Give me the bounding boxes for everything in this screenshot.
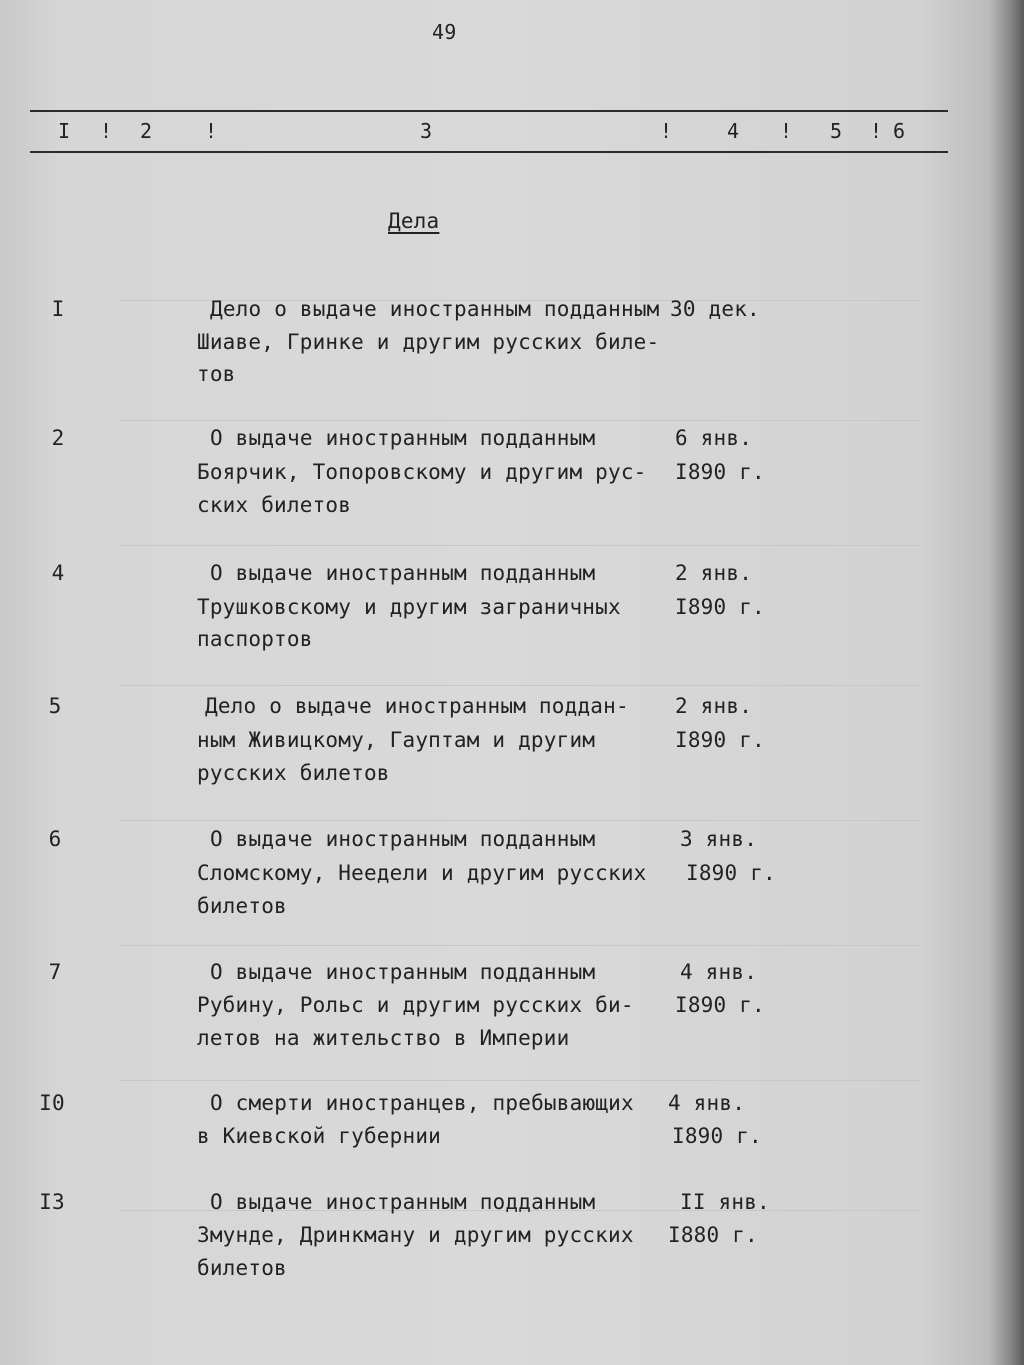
bleed-line [120, 420, 920, 421]
bleed-line [120, 1080, 920, 1081]
column-separator: ! [870, 119, 883, 143]
page-number: 49 [432, 20, 457, 44]
entry-line: Шиаве, Гринке и другим русских биле- [197, 330, 660, 354]
entry-date: 4 янв. [680, 960, 758, 984]
entry-line: О выдаче иностранным подданным [210, 426, 596, 450]
page-edge-shadow [988, 0, 1024, 1365]
column-header-3: 3 [420, 119, 433, 143]
column-header-6: 6 [893, 119, 906, 143]
entry-date: 3 янв. [680, 827, 758, 851]
entry-year: I890 г. [675, 595, 765, 619]
entry-line: Боярчик, Топоровскому и другим рус- [197, 460, 647, 484]
entry-line: тов [197, 362, 236, 386]
entry-number: 4 [51, 561, 65, 585]
entry-number: I0 [39, 1091, 65, 1115]
entry-year: I890 г. [675, 993, 765, 1017]
entry-year: I890 г. [675, 460, 765, 484]
entry-line: Рубину, Рольс и другим русских би- [197, 993, 634, 1017]
entry-number: 7 [48, 960, 62, 984]
entry-year: I890 г. [672, 1124, 762, 1148]
entry-date: 4 янв. [668, 1091, 746, 1115]
entry-date: 30 дек. [670, 297, 760, 321]
entry-line: Дело о выдаче иностранным поддан- [205, 694, 629, 718]
entry-line: летов на жительство в Империи [197, 1026, 570, 1050]
entry-date: 2 янв. [675, 694, 753, 718]
entry-line: в Киевской губернии [197, 1124, 442, 1148]
entry-line: Змунде, Дринкману и другим русских [197, 1223, 634, 1247]
entry-date: 2 янв. [675, 561, 753, 585]
entry-line: ным Живицкому, Гауптам и другим [197, 728, 596, 752]
entry-line: О смерти иностранцев, пребывающих [210, 1091, 634, 1115]
entry-line: билетов [197, 1256, 287, 1280]
column-separator: ! [780, 119, 793, 143]
column-separator: ! [205, 119, 218, 143]
column-header-2: 2 [140, 119, 153, 143]
header-rule-top [30, 110, 948, 112]
entry-year: I880 г. [668, 1223, 758, 1247]
entry-date: 6 янв. [675, 426, 753, 450]
entry-line: О выдаче иностранным подданным [210, 561, 596, 585]
entry-number: I3 [39, 1190, 65, 1214]
entry-line: русских билетов [197, 761, 390, 785]
entry-number: 6 [48, 827, 62, 851]
entry-line: О выдаче иностранным подданным [210, 960, 596, 984]
column-separator: ! [100, 119, 113, 143]
entry-line: Трушковскому и другим заграничных [197, 595, 621, 619]
entry-line: Дело о выдаче иностранным подданным [210, 297, 660, 321]
entry-line: билетов [197, 894, 287, 918]
entry-line: О выдаче иностранным подданным [210, 1190, 596, 1214]
entry-year: I890 г. [675, 728, 765, 752]
entry-number: 2 [51, 426, 65, 450]
bleed-line [120, 820, 920, 821]
entry-line: паспортов [197, 627, 313, 651]
entry-date: II янв. [680, 1190, 770, 1214]
entry-number: I [51, 297, 65, 321]
column-separator: ! [660, 119, 673, 143]
column-header-5: 5 [830, 119, 843, 143]
bleed-line [120, 545, 920, 546]
entry-year: I890 г. [686, 861, 776, 885]
entry-number: 5 [48, 694, 62, 718]
section-title: Дела [388, 209, 440, 233]
bleed-line [120, 945, 920, 946]
header-rule-bottom [30, 151, 948, 153]
bleed-line [120, 685, 920, 686]
entry-line: ских билетов [197, 493, 352, 517]
column-header-4: 4 [727, 119, 740, 143]
entry-line: Сломскому, Неедели и другим русских [197, 861, 647, 885]
entry-line: О выдаче иностранным подданным [210, 827, 596, 851]
column-header-1: I [58, 119, 71, 143]
